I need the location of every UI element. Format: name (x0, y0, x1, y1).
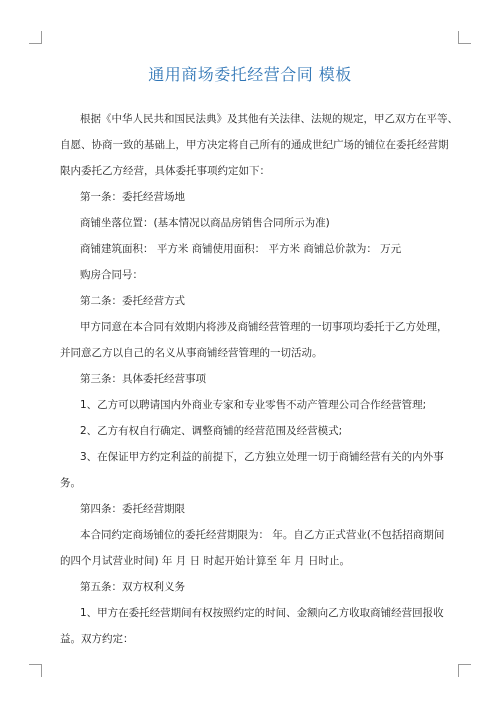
paragraph-line: 3、在保证甲方约定利益的前提下，乙方独立处理一切于商铺经营有关的内外事 (80, 451, 444, 463)
paragraph-line: 商铺坐落位置：(基本情况以商品房销售合同所示为准) (80, 217, 330, 229)
paragraph-line: 本合同约定商场铺位的委托经营期限为： 年。自乙方正式营业(不包括招商期间 (80, 529, 445, 541)
paragraph-line: 的四个月试营业时间) 年 月 日 时起开始计算至 年 月 日时止。 (60, 555, 350, 567)
section-heading: 第三条：具体委托经营事项 (80, 373, 206, 385)
document-title: 通用商场委托经营合同 模板 (148, 65, 352, 84)
paragraph-line: 务。 (60, 477, 81, 489)
page-corner-mark-bottom-left (29, 664, 42, 677)
paragraph-line: 1、乙方可以聘请国内外商业专家和专业零售不动产管理公司合作经营管理; (80, 399, 427, 411)
section-heading: 第五条：双方权利义务 (80, 581, 185, 593)
paragraph-line: 购房合同号： (80, 269, 143, 281)
paragraph-line: 益。双方约定： (60, 633, 134, 645)
paragraph-line: 1、甲方在委托经营期间有权按照约定的时间、金额向乙方收取商铺经营回报收 (80, 607, 444, 619)
paragraph-line: 并同意乙方以自己的名义从事商铺经营管理的一切活动。 (60, 347, 323, 359)
paragraph-line: 商铺建筑面积： 平方米 商铺使用面积： 平方米 商铺总价款为： 万元 (80, 243, 402, 255)
paragraph-line: 限内委托乙方经营，具体委托事项约定如下： (60, 165, 270, 177)
page-corner-mark-bottom-right (458, 664, 471, 677)
section-heading: 第二条：委托经营方式 (80, 295, 185, 307)
paragraph-line: 甲方同意在本合同有效期内将涉及商铺经营管理的一切事项均委托于乙方处理， (80, 321, 448, 333)
page-corner-mark-top-left (29, 31, 42, 44)
section-heading: 第四条：委托经营期限 (80, 503, 185, 515)
paragraph-line: 2、乙方有权自行确定、调整商铺的经营范围及经营模式; (80, 425, 343, 437)
paragraph-line: 根据《中华人民共和国民法典》及其他有关法律、法规的规定，甲乙双方在平等、 (80, 113, 458, 125)
page-corner-mark-top-right (458, 31, 471, 44)
section-heading: 第一条：委托经营场地 (80, 191, 185, 203)
paragraph-line: 自愿、协商一致的基础上，甲方决定将自己所有的通成世纪广场的铺位在委托经营期 (60, 139, 449, 151)
